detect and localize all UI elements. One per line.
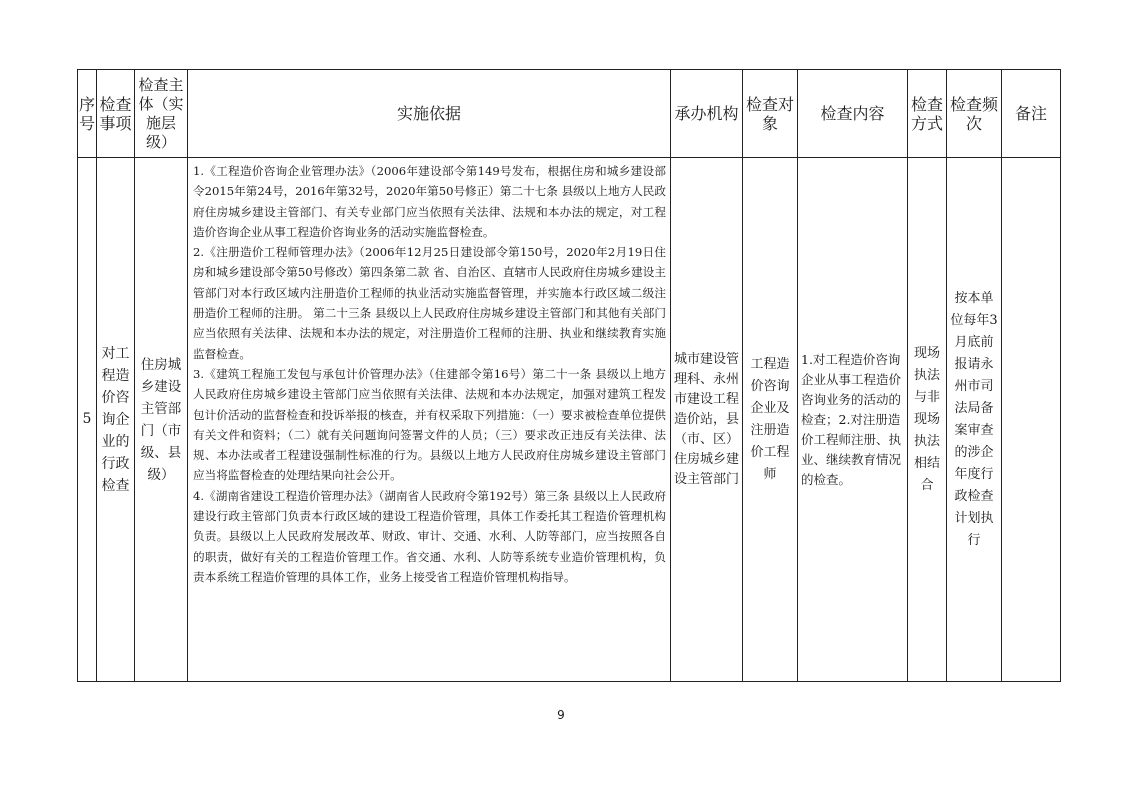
- header-remarks: 备注: [1002, 70, 1061, 158]
- header-subject: 检查主体（实施层级）: [135, 70, 188, 158]
- cell-target: 工程造价咨询企业及注册造价工程师: [743, 158, 798, 682]
- cell-method: 现场执法与非现场执法相结合: [908, 158, 947, 682]
- header-target: 检查对象: [743, 70, 798, 158]
- basis-paragraph: 4.《湖南省建设工程造价管理办法》（湖南省人民政府令第192号）第三条 县级以上人民政府建设行政主管部门负责本行政区域的建设工程造价管理，具体工作委托其工程造价管理机构负责。县级以上人民政府发展改革、财政、审计、交通、水利、人防等部门，应当按照各自的职责，做好有关的工程造价管理工作。省交通、水利、人防等系统专业造价管理机构，负责本系统工程造价管理的具体工作，业务上接受省工程造价管理机构指导。: [193, 488, 666, 584]
- table-row: [78, 158, 1061, 682]
- cell-org: 城市建设管理科、永州市建设工程造价站，县（市、区）住房城乡建设主管部门: [671, 158, 743, 682]
- page-number: 9: [557, 708, 565, 722]
- header-method: 检查方式: [908, 70, 947, 158]
- header-row: [78, 70, 1061, 158]
- basis-paragraph: 1.《工程造价咨询企业管理办法》（2006年建设部令第149号发布，根据住房和城乡建设部令2015年第24号，2016年第32号，2020年第50号修正）第二十七条 县级以上地方人民政府住房城乡建设主管部门、有关专业部门应当依照有关法律、法规和本办法的规定，对工程造价咨询企业从事工程造价咨询业务的活动实施监督检查。: [193, 164, 666, 239]
- cell-item: 对工程造价咨询企业的行政检查: [97, 158, 135, 682]
- inspection-table: [77, 69, 1061, 682]
- cell-subject: 住房城乡建设主管部门（市级、县级）: [135, 158, 188, 682]
- basis-paragraph: 3.《建筑工程施工发包与承包计价管理办法》（住建部令第16号）第二十一条 县级以上地方人民政府住房城乡建设主管部门应当依照有关法律、法规和本办法规定，加强对建筑工程发包计价活动的监督检查和投诉举报的核查，并有权采取下列措施：（一）要求被检查单位提供有关文件和资料；（二）就有关问题询问签署文件的人员；（三）要求改正违反有关法律、法规、本办法或者工程建设强制性标准的行为。县级以上地方人民政府住房城乡建设主管部门应当将监督检查的处理结果向社会公开。: [193, 366, 666, 483]
- header-org: 承办机构: [671, 70, 743, 158]
- cell-content: 1.对工程造价咨询企业从事工程造价咨询业务的活动的检查；2.对注册造价工程师注册、执业、继续教育情况的检查。: [798, 158, 908, 682]
- basis-paragraph: 2.《注册造价工程师管理办法》（2006年12月25日建设部令第150号，2020年2月19日住房和城乡建设部令第50号修改）第四条第二款 省、自治区、直辖市人民政府住房城乡建设主管部门对本行政区域内注册造价工程师的执业活动实施监督管理，并实施本行政区域二级注册造价工程师的注册。 第二十三条 县级以上人民政府住房城乡建设主管部门和其他有关部门应当依照有关法律、法规和本办法的规定，对注册造价工程师的注册、执业和继续教育实施监督检查。: [193, 245, 666, 361]
- cell-basis: [188, 158, 671, 682]
- header-item: 检查事项: [97, 70, 135, 158]
- header-seq: 序号: [78, 70, 97, 158]
- header-basis: 实施依据: [188, 70, 671, 158]
- header-frequency: 检查频次: [947, 70, 1002, 158]
- header-content: 检查内容: [798, 70, 908, 158]
- cell-remarks: [1002, 158, 1061, 682]
- cell-frequency: 按本单位每年3月底前报请永州市司法局备案审查的涉企年度行政检查计划执行: [947, 158, 1002, 682]
- cell-seq: 5: [78, 158, 97, 682]
